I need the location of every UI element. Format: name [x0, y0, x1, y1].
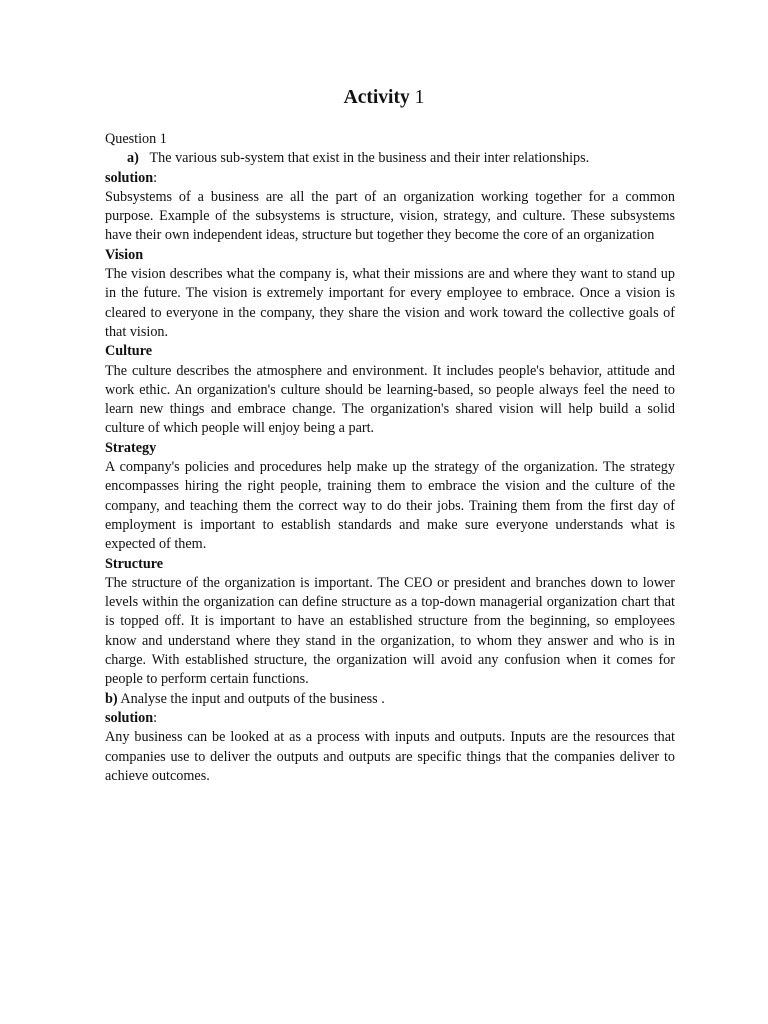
solution-label: solution [105, 169, 154, 186]
part-a-text: The various sub-system that exist in the business and their inter relationships. [149, 150, 590, 167]
part-b-text: Analyse the input and outputs of the business . [117, 690, 385, 707]
part-b-question [105, 690, 675, 709]
part-b-label: b) [105, 690, 118, 707]
document-body [105, 130, 675, 786]
section-body-vision: The vision describes what the company is, what their missions are and where they want to stand up in the future. The vision is extremely important for every employee to embrace. Once a vision is cleared to everyone in the company, they share the vision and work toward the collective goals of that vision. [105, 266, 675, 340]
part-b-solution-text: Any business can be looked at as a process with inputs and outputs. Inputs are the resources that companies use to deliver the outputs and outputs are specific things that the companies deliver to achieve outcomes. [105, 729, 675, 784]
section-body-structure: The structure of the organization is important. The CEO or president and branches down to lower levels within the organization can define structure as a top-down managerial organization chart that is topped off. It is important to have an established structure from the beginning, so employees know and understand where they stand in the organization, to whom they answer and who is in charge. With established structure, the organization will avoid any confusion when it comes for people to perform certain functions. [105, 574, 675, 688]
question-label: Question 1 [105, 131, 167, 147]
page-title [0, 86, 768, 110]
section-heading-strategy: Strategy [105, 439, 157, 456]
title-number: 1 [409, 87, 425, 108]
title-bold: Activity [343, 87, 410, 108]
part-b-solution-heading [105, 709, 675, 728]
section-heading-vision: Vision [105, 246, 144, 263]
part-a-question [105, 149, 675, 168]
section-heading-structure: Structure [105, 555, 164, 572]
section-body-strategy: A company's policies and procedures help make up the strategy of the organization. The strategy encompasses hiring the right people, training them to embrace the vision and the culture of the company, and teaching them the correct way to do their jobs. Training them from the first day of employment is important to establish standards and make sure everyone understands what is expected of them. [105, 459, 675, 553]
solution-colon-b: : [153, 709, 158, 726]
solution-label-b: solution [105, 709, 154, 726]
part-a-solution-text: Subsystems of a business are all the part of an organization working together for a common purpose. Example of the subsystems is structure, vision, strategy, and culture. These subsystems have their own independent ideas, structure but together they become the core of an organization [105, 188, 675, 244]
solution-colon: : [153, 169, 158, 186]
section-heading-culture: Culture [105, 343, 153, 360]
part-a-solution-heading [105, 169, 675, 188]
section-body-culture: The culture describes the atmosphere and environment. It includes people's behavior, attitude and work ethic. An organization's culture should be learning-based, so people always feel the need to learn new things and embrace change. The organization's shared vision will help build a solid culture of which people will enjoy being a part. [105, 362, 675, 437]
part-a-label: a) [127, 150, 139, 167]
